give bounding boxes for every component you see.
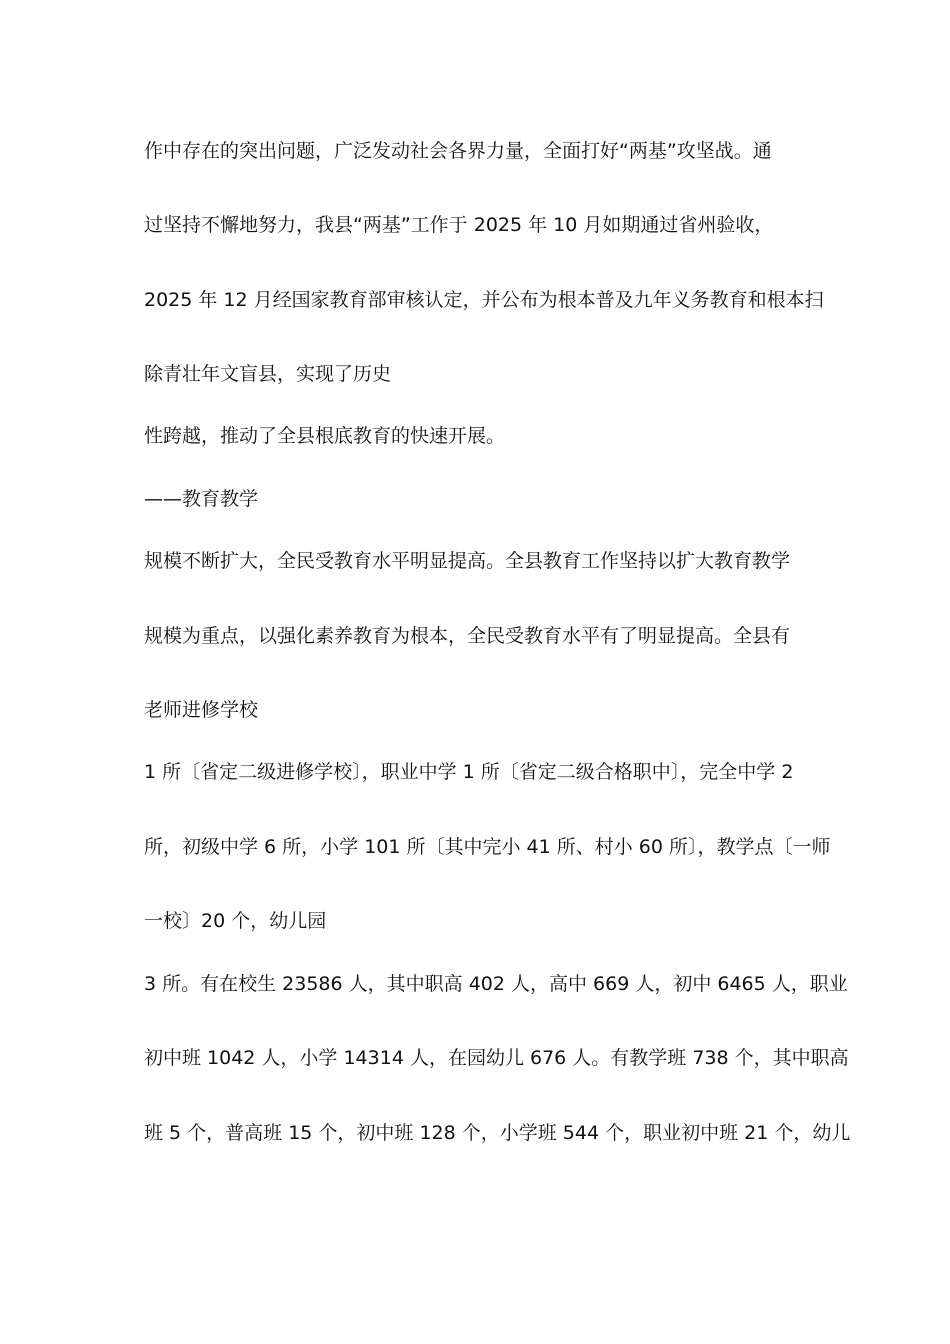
paragraph-line: 规模不断扩大，全民受教育水平明显提高。全县教育工作坚持以扩大教育教学 [144, 550, 791, 572]
paragraph-line: 3 所。有在校生 23586 人，其中职高 402 人，高中 669 人，初中 6465 人，职业 [144, 973, 848, 995]
paragraph-line: 2025 年 12 月经国家教育部审核认定，并公布为根本普及九年义务教育和根本扫 [144, 289, 824, 311]
paragraph-line: 1 所〔省定二级进修学校〕，职业中学 1 所〔省定二级合格职中〕，完全中学 2 [144, 761, 794, 783]
paragraph-line: 过坚持不懈地努力，我县“两基”工作于 2025 年 10 月如期通过省州验收， [144, 214, 774, 236]
paragraph-line: 所，初级中学 6 所，小学 101 所〔其中完小 41 所、村小 60 所〕，教学点〔一师 [144, 836, 831, 858]
paragraph-line: 老师进修学校 [144, 699, 259, 721]
section-heading: ——教育教学 [144, 488, 259, 510]
paragraph-line: 作中存在的突出问题，广泛发动社会各界力量，全面打好“两基”攻坚战。通 [144, 140, 772, 162]
paragraph-line: 初中班 1042 人，小学 14314 人，在园幼儿 676 人。有教学班 738 个，其中职高 [144, 1047, 849, 1069]
paragraph-line: 除青壮年文盲县，实现了历史 [144, 363, 392, 385]
paragraph-line: 规模为重点，以强化素养教育为根本，全民受教育水平有了明显提高。全县有 [144, 625, 791, 647]
paragraph-line: 性跨越，推动了全县根底教育的快速开展。 [144, 425, 506, 447]
paragraph-line: 班 5 个，普高班 15 个，初中班 128 个，小学班 544 个，职业初中班 21 个，幼儿 [144, 1122, 851, 1144]
paragraph-line: 一校〕20 个，幼儿园 [144, 910, 327, 932]
